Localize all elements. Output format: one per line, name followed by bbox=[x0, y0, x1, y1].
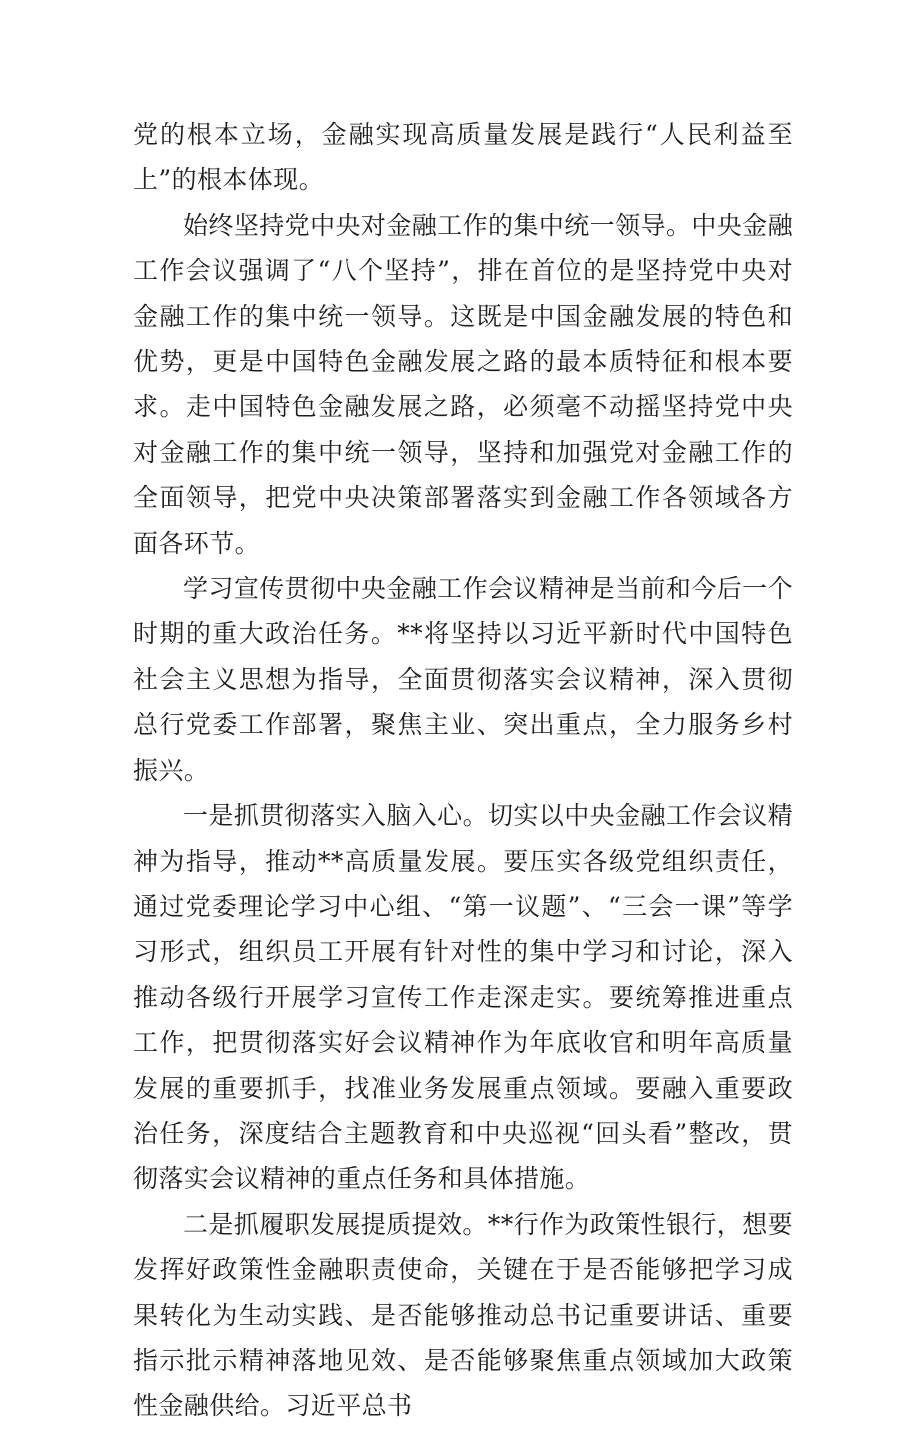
paragraph-party-leadership: 始终坚持党中央对金融工作的集中统一领导。中央金融工作会议强调了“八个坚持”，排在首位的是坚持党中央对金融工作的集中统一领导。这既是中国金融发展的特色和优势，更是中国特色金融发展之路的最本质特征和根本要求。走中国特色金融发展之路，必须毫不动摇坚持党中央对金融工作的集中统一领导，坚持和加强党对金融工作的全面领导，把党中央决策部署落实到金融工作各领域各方面各环节。 bbox=[133, 210, 793, 558]
paragraph-continuation: 党的根本立场，金融实现高质量发展是践行“人民利益至上”的根本体现。 bbox=[133, 120, 793, 195]
document-body bbox=[133, 112, 793, 1429]
paragraph-point-two: 二是抓履职发展提质提效。**行作为政策性银行，想要发挥好政策性金融职责使命，关键在于是否能够把学习成果转化为生动实践、是否能够推动总书记重要讲话、重要指示批示精神落地见效、是否能够聚焦重点领域加大政策性金融供给。习近平总书 bbox=[133, 1209, 794, 1421]
paragraph-point-one: 一是抓贯彻落实入脑入心。切实以中央金融工作会议精神为指导，推动**高质量发展。要压实各级党组织责任，通过党委理论学习中心组、“第一议题”、“三会一课”等学习形式，组织员工开展有针对性的集中学习和讨论，深入推动各级行开展学习宣传工作走深走实。要统筹推进重点工作，把贯彻落实好会议精神作为年底收官和明年高质量发展的重要抓手，找准业务发展重点领域。要融入重要政治任务，深度结合主题教育和中央巡视“回头看”整改，贯彻落实会议精神的重点任务和具体措施。 bbox=[133, 801, 793, 1194]
paragraph-study-task: 学习宣传贯彻中央金融工作会议精神是当前和今后一个时期的重大政治任务。**将坚持以习近平新时代中国特色社会主义思想为指导，全面贯彻落实会议精神，深入贯彻总行党委工作部署，聚焦主业、突出重点，全力服务乡村振兴。 bbox=[133, 574, 793, 785]
